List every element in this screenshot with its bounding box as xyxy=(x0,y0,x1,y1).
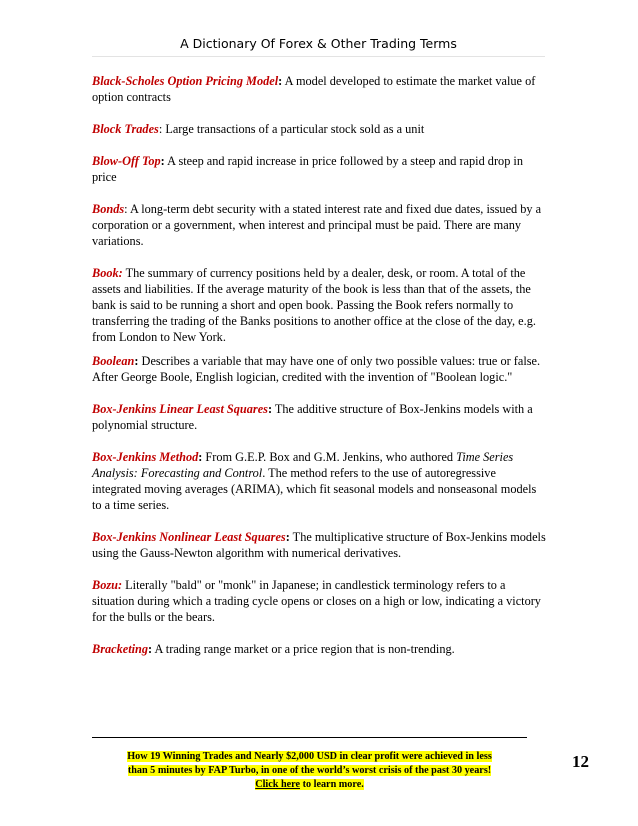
entry-term: Box-Jenkins Method xyxy=(92,450,199,464)
entry-definition: The summary of currency positions held by a dealer, desk, or room. A total of the assets and liabilities. If the average maturity of the book is less than that of the assets, the bank is said to be running a short and open book. Passing the Book refers normally to transferring the trading of the Banks positions to another office at the close of the day, e.g. from London to New York. xyxy=(92,266,536,344)
entry-separator: : xyxy=(267,402,273,416)
entry-definition: A trading range market or a price region that is non-trending. xyxy=(152,642,455,656)
entry-black-scholes xyxy=(92,73,547,105)
entry-separator: : xyxy=(278,74,283,88)
entry-box-jenkins-linear xyxy=(92,401,547,433)
entry-box-jenkins-method xyxy=(92,449,547,513)
entry-definition: A steep and rapid increase in price followed by a steep and rapid drop in price xyxy=(92,154,523,184)
entry-block-trades xyxy=(92,121,547,137)
entry-term: Bozu: xyxy=(92,578,123,592)
entry-term: Block Trades xyxy=(92,122,159,136)
promo-line-3: to learn more. xyxy=(300,779,364,790)
entry-definition: Describes a variable that may have one of only two possible values: true or false. After George Boole, English logician, credited with the invention of "Boolean logic." xyxy=(92,354,541,384)
promo-line-2: than 5 minutes by FAP Turbo, in one of the world’s worst crisis of the past 30 years! xyxy=(127,765,492,776)
entry-separator: : xyxy=(158,122,163,136)
entry-term: Blow-Off Top xyxy=(92,154,161,168)
footer-divider xyxy=(92,737,527,738)
promo-banner xyxy=(92,750,527,792)
entry-term: Book: xyxy=(92,266,123,280)
entry-definition: Literally "bald" or "monk" in Japanese; in candlestick terminology refers to a situation during which a trading cycle opens or closes on a high or low, indicating a victory for the bulls or the bears. xyxy=(92,578,541,624)
entry-definition: The additive structure of Box-Jenkins models with a polynomial structure. xyxy=(92,402,533,432)
entry-box-jenkins-nonlinear xyxy=(92,529,547,561)
click-here-link[interactable]: Click here xyxy=(255,779,301,790)
entry-term: Black-Scholes Option Pricing Model xyxy=(92,74,279,88)
book-title: Time Series Analysis: Forecasting and Control xyxy=(92,450,514,480)
entry-separator: : xyxy=(198,450,203,464)
page-header: A Dictionary Of Forex & Other Trading Terms xyxy=(92,36,545,57)
entry-bozu xyxy=(92,577,547,625)
entry-separator: : xyxy=(160,154,165,168)
entry-definition: A model developed to estimate the market value of option contracts xyxy=(92,74,536,104)
entry-term: Box-Jenkins Nonlinear Least Squares xyxy=(92,530,286,544)
entry-separator: : xyxy=(148,642,153,656)
entry-separator: : xyxy=(124,202,128,216)
entry-definition: Large transactions of a particular stock sold as a unit xyxy=(162,122,425,136)
entry-term: Box-Jenkins Linear Least Squares xyxy=(92,402,268,416)
entry-definition: The multiplicative structure of Box-Jenkins models using the Gauss-Newton algorithm with numerical derivatives. xyxy=(92,530,546,560)
entry-term: Boolean xyxy=(92,354,135,368)
promo-line-1: How 19 Winning Trades and Nearly $2,000 USD in clear profit were achieved in less xyxy=(127,751,492,762)
entry-definition: A long-term debt security with a stated interest rate and fixed due dates, issued by a corporation or a government, when interest and principal must be paid. There are many variations. xyxy=(92,202,542,248)
entry-bracketing xyxy=(92,641,547,657)
page-number: 12 xyxy=(572,752,589,771)
entry-definition: From G.E.P. Box and G.M. Jenkins, who authored xyxy=(202,450,457,464)
entry-separator: : xyxy=(134,354,139,368)
dictionary-content xyxy=(92,73,547,673)
entry-definition-cont: . The method refers to the use of autoregressive integrated moving averages (ARIMA), which fit seasonal models and nonseasonal models to a time series. xyxy=(92,466,537,512)
entry-bonds xyxy=(92,201,547,249)
entry-term: Bracketing xyxy=(92,642,149,656)
entry-boolean xyxy=(92,353,547,385)
entry-book xyxy=(92,265,547,345)
entry-term: Bonds xyxy=(92,202,125,216)
entry-separator: : xyxy=(285,530,290,544)
entry-blow-off-top xyxy=(92,153,547,185)
